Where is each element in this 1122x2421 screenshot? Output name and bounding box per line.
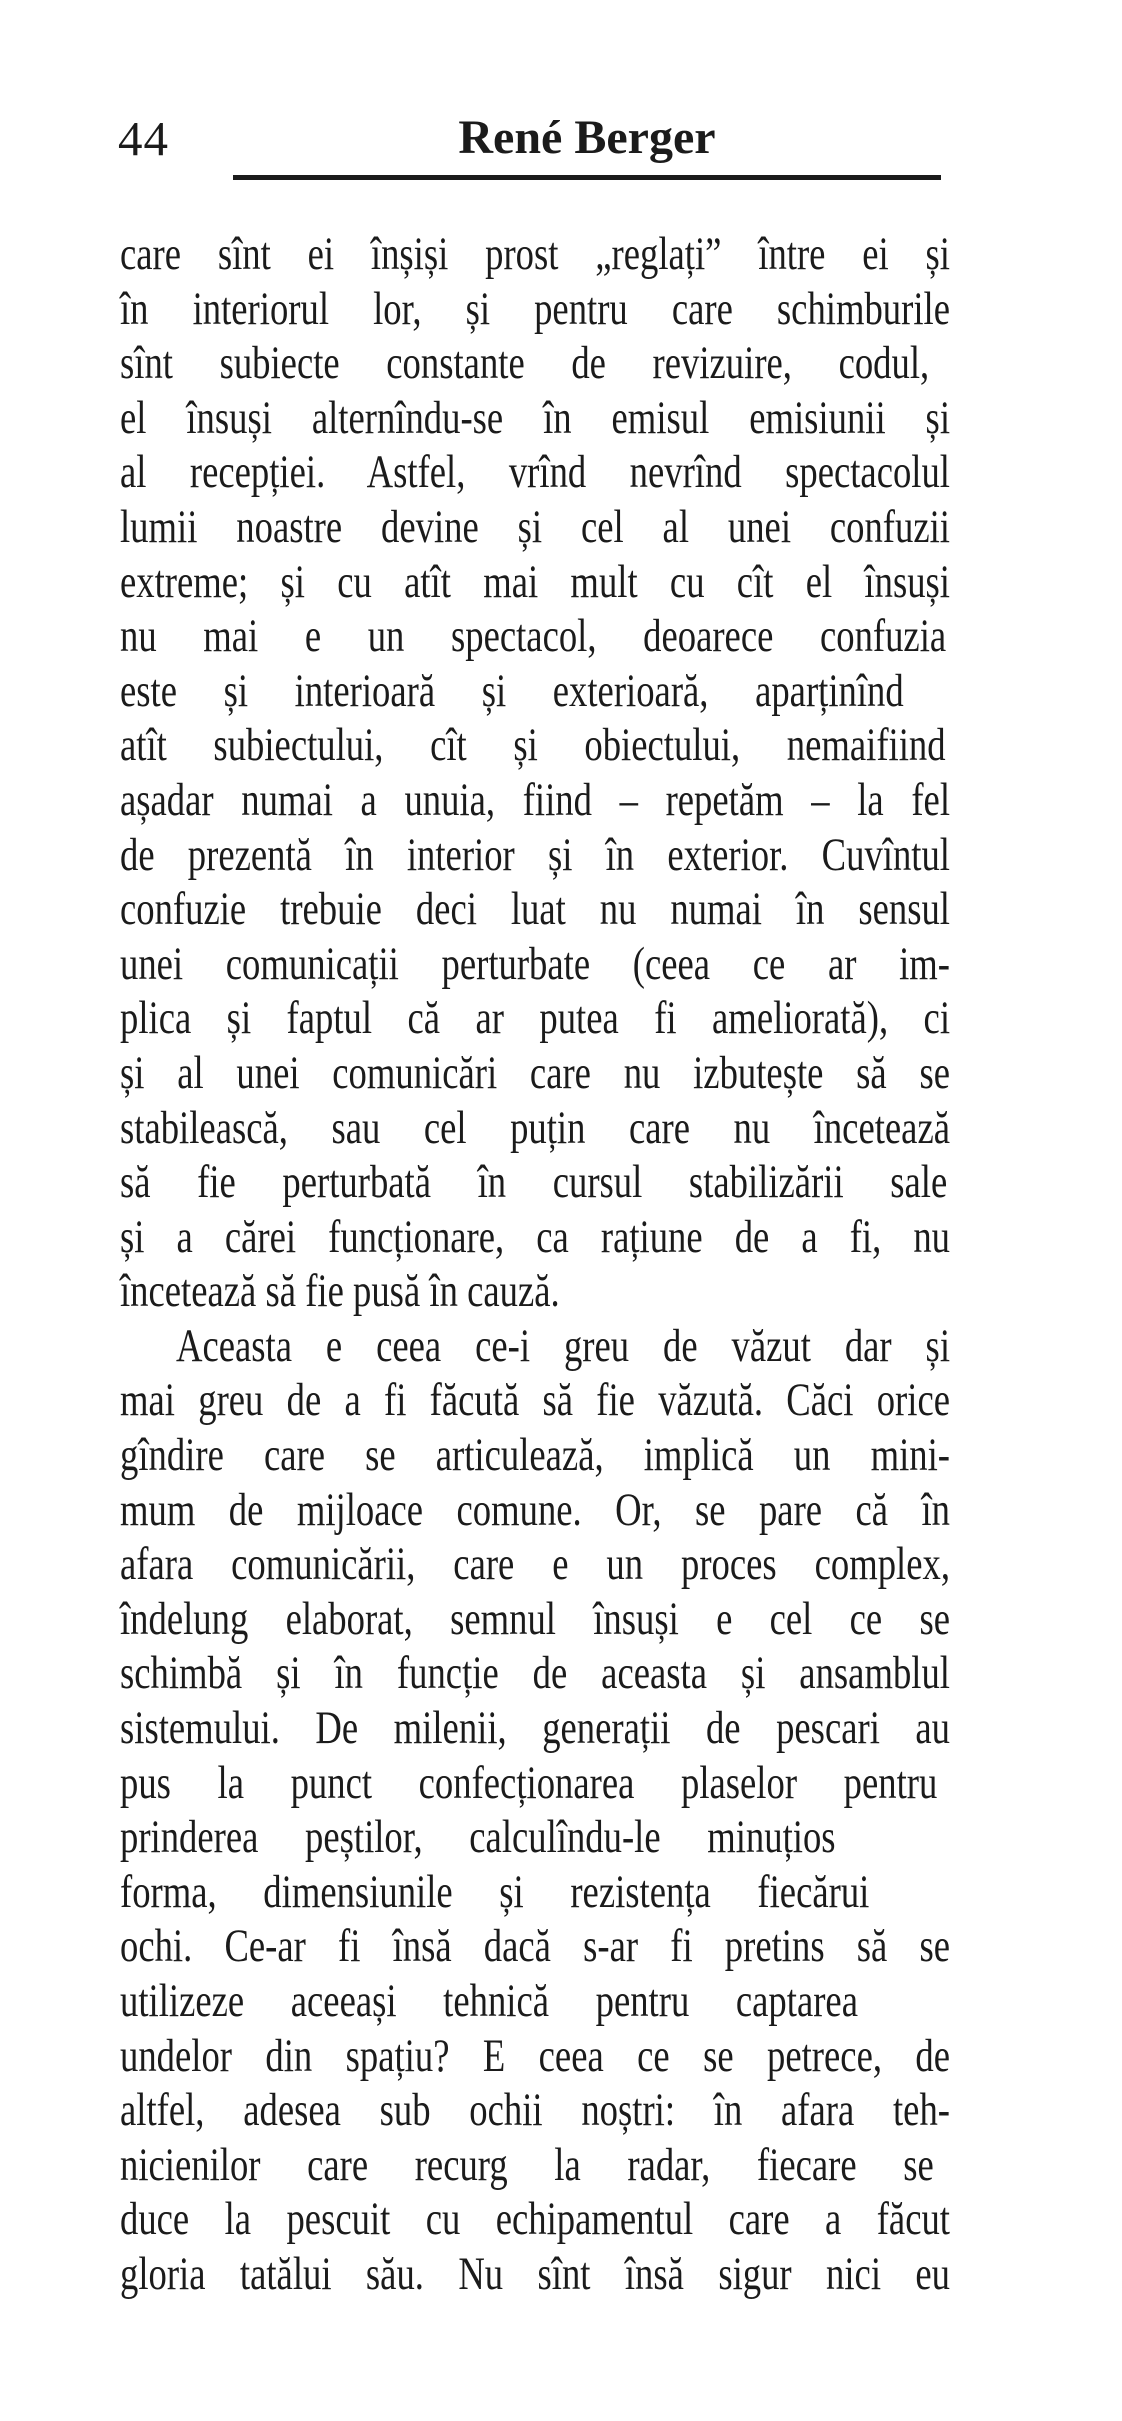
- text-line: altfel, adesea sub ochii noștri: în afara teh-: [120, 2084, 950, 2137]
- header-rule: [233, 175, 941, 180]
- text-line: el însuși alternîndu-se în emisul emisiunii și: [120, 391, 951, 444]
- text-line: unei comunicații perturbate (ceea ce ar im-: [120, 937, 951, 990]
- paragraph: [120, 227, 950, 1319]
- text-line: al recepției. Astfel, vrînd nevrînd spectacolul: [120, 446, 950, 499]
- text-line: prinderea peștilor, calculîndu-le minuțios: [120, 1811, 836, 1864]
- text-line: plica și faptul că ar putea fi ameliorată), ci: [120, 992, 951, 1045]
- text-line: ochi. Ce-ar fi însă dacă s-ar fi pretins să se: [120, 1920, 950, 1973]
- text-line: afara comunicării, care e un proces complex,: [120, 1538, 951, 1591]
- text-line: mum de mijloace comune. Or, se pare că în: [120, 1483, 951, 1536]
- running-head-title: René Berger: [458, 111, 716, 164]
- text-line: duce la pescuit cu echipamentul care a făcut: [120, 2193, 950, 2246]
- text-line: stabilească, sau cel puțin care nu încetează: [120, 1101, 951, 1154]
- text-line: așadar numai a unuia, fiind – repetăm – la fel: [120, 773, 951, 826]
- text-line: în interiorul lor, și pentru care schimburile: [120, 282, 950, 335]
- text-line: gloria tatălui său. Nu sînt însă sigur nici eu: [120, 2247, 950, 2300]
- text-line: schimbă și în funcție de aceasta și ansamblul: [120, 1647, 951, 1700]
- text-line: care sînt ei înșiși prost „reglați” între ei și: [120, 228, 951, 280]
- text-line: pus la punct confecționarea plaselor pentru: [120, 1756, 938, 1809]
- text-line: de prezentă în interior și în exterior. Cuvîntul: [120, 828, 951, 881]
- text-line: Aceasta e ceea ce-i greu de văzut dar și: [176, 1319, 951, 1372]
- text-line: confuzie trebuie deci luat nu numai în sensul: [120, 883, 951, 936]
- text-line: sînt subiecte constante de revizuire, codul,: [120, 337, 930, 390]
- text-line: forma, dimensiunile și rezistența fiecărui: [120, 1865, 870, 1918]
- text-line: lumii noastre devine și cel al unei confuzii: [120, 500, 950, 553]
- text-line: nu mai e un spectacol, deoarece confuzia: [120, 610, 947, 663]
- text-line: gîndire care se articulează, implică un mini-: [120, 1429, 950, 1482]
- paragraph: [120, 1319, 950, 2302]
- text-line: încetează să fie pusă în cauză.: [120, 1265, 560, 1318]
- page-number: 44: [118, 111, 169, 166]
- page-body: [120, 227, 950, 2302]
- text-line: mai greu de a fi făcută să fie văzută. Căci orice: [120, 1374, 951, 1427]
- text-line: utilizeze aceeași tehnică pentru captarea: [120, 1975, 858, 2027]
- text-line: sistemului. De milenii, generații de pescari au: [120, 1702, 951, 1755]
- text-line: extreme; și cu atît mai mult cu cît el însuși: [120, 555, 951, 608]
- text-line: este și interioară și exterioară, aparținînd: [120, 664, 904, 717]
- text-line: să fie perturbată în cursul stabilizării sale: [120, 1156, 948, 1209]
- text-line: și al unei comunicări care nu izbutește să se: [120, 1046, 950, 1099]
- text-line: îndelung elaborat, semnul însuși e cel ce se: [120, 1592, 951, 1645]
- text-line: nicienilor care recurg la radar, fiecare se: [120, 2138, 934, 2191]
- text-line: atît subiectului, cît și obiectului, nemaifiind: [120, 719, 946, 772]
- text-line: undelor din spațiu? E ceea ce se petrece, de: [120, 2029, 951, 2082]
- text-line: și a cărei funcționare, ca rațiune de a fi, nu: [120, 1210, 950, 1263]
